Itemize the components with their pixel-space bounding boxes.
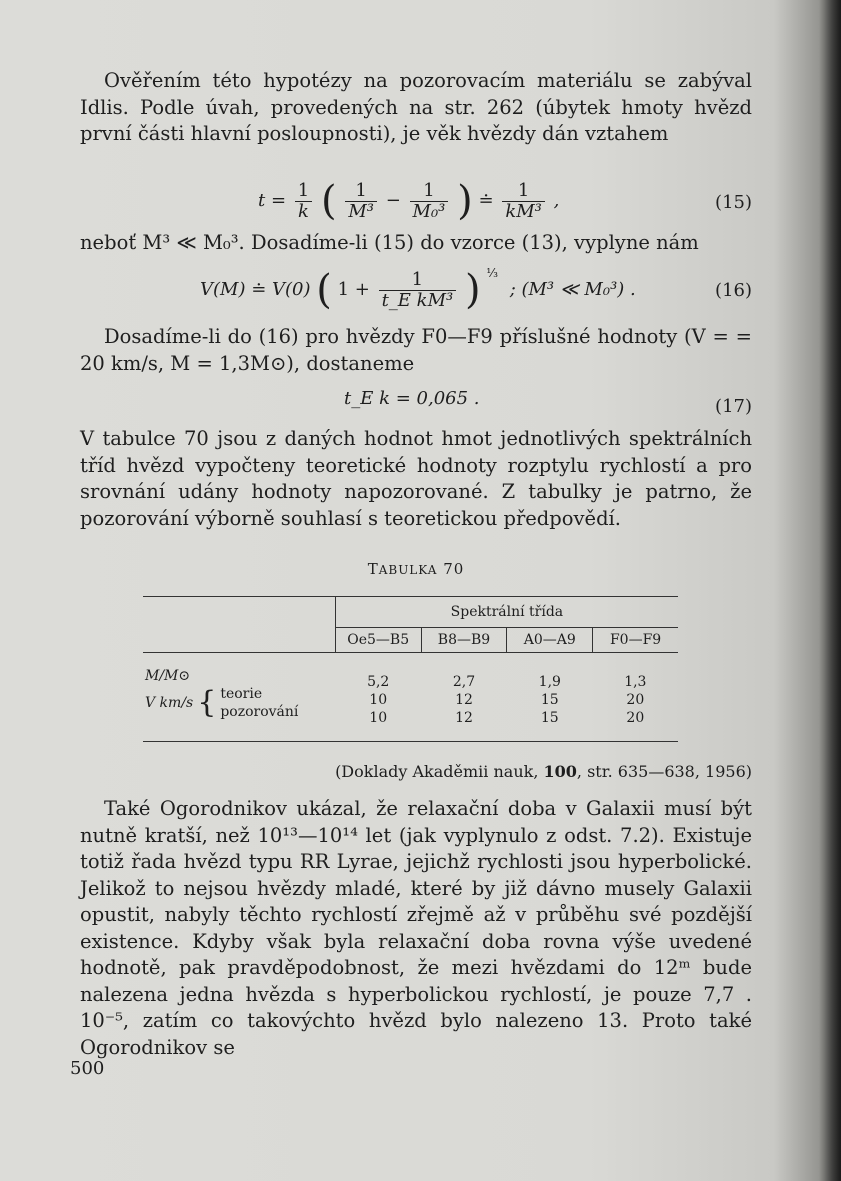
theory-value: 20 bbox=[626, 692, 645, 708]
row-label-mass: M/M⊙ bbox=[145, 668, 191, 684]
eq16-frac-num: 1 bbox=[379, 270, 457, 291]
equation-15-number: (15) bbox=[715, 192, 752, 213]
table-col-header: B8—B9 bbox=[421, 628, 507, 653]
row-label-velocity-group bbox=[145, 685, 335, 721]
observed-value: 10 bbox=[369, 710, 388, 726]
theory-value: 10 bbox=[369, 692, 388, 708]
paragraph-3 bbox=[80, 426, 752, 532]
equation-15-body bbox=[258, 178, 559, 224]
page-number: 500 bbox=[70, 1058, 105, 1079]
eq15-minus: − bbox=[385, 190, 401, 211]
source-post: , str. 635—638, 1956) bbox=[576, 762, 752, 781]
table-source bbox=[335, 762, 752, 781]
mass-value: 5,2 bbox=[367, 674, 390, 690]
eq15-frac-a-num: 1 bbox=[345, 181, 377, 202]
table-caption-number: 70 bbox=[443, 560, 465, 578]
eq15-frac-c-den: kM³ bbox=[505, 200, 542, 222]
table-caption-first: T bbox=[367, 560, 379, 578]
table-body-row bbox=[143, 653, 678, 742]
table-row-labels bbox=[143, 653, 335, 742]
eq15-frac-b bbox=[410, 181, 449, 222]
paragraph-1 bbox=[80, 68, 752, 148]
equation-16 bbox=[80, 266, 752, 316]
row-label-subs bbox=[220, 685, 298, 721]
eq15-approx: ≐ bbox=[478, 190, 494, 211]
table-col-header: Oe5—B5 bbox=[335, 628, 421, 653]
row-label-brace: { bbox=[197, 685, 217, 720]
table-col-values bbox=[421, 653, 507, 742]
paragraph-3-text: V tabulce 70 jsou z daných hodnot hmot jednotlivých spektrálních tříd hvězd vypočteny teoretické hodnoty rozptylu rychlostí a pro srovnání udány hodnoty napozorované. Z tabulky je patrno, že pozorování výborně souhlasí s teoretickou předpovědí. bbox=[80, 427, 752, 530]
eq15-paren-close: ) bbox=[457, 178, 473, 224]
page-edge-shadow bbox=[819, 0, 841, 1181]
source-pre: (Doklady Akaděmii nauk, bbox=[335, 762, 544, 781]
mass-value: 2,7 bbox=[452, 674, 476, 690]
paragraph-1-text: Ověřením této hypotézy na pozorovacím materiálu se zabýval Idlis. Podle úvah, provedených na str. 262 (úbytek hmoty hvězd první části hlavní posloupnosti), je věk hvězdy dán vztahem bbox=[80, 69, 752, 145]
paragraph-4 bbox=[80, 796, 752, 1061]
mass-value: 1,9 bbox=[538, 674, 561, 690]
eq17-body: t_E k = 0,065 . bbox=[344, 388, 480, 409]
table-70 bbox=[143, 596, 678, 742]
eq15-frac-outer bbox=[295, 181, 312, 222]
source-volume: 100 bbox=[543, 762, 577, 781]
eq15-frac-b-num: 1 bbox=[410, 181, 449, 202]
table-col-header: A0—A9 bbox=[507, 628, 593, 653]
eq15-frac-c bbox=[502, 181, 545, 222]
observed-value: 20 bbox=[626, 710, 645, 726]
table-col-values bbox=[507, 653, 593, 742]
eq15-lhs: t = bbox=[258, 190, 287, 211]
eq15-frac-outer-den: k bbox=[298, 200, 309, 222]
eq16-lhs: V(M) ≐ V(0) bbox=[200, 279, 311, 300]
eq16-paren-open: ( bbox=[316, 267, 332, 313]
equation-17 bbox=[80, 384, 752, 420]
eq15-frac-c-num: 1 bbox=[502, 181, 545, 202]
row-label-theory: teorie bbox=[220, 686, 263, 702]
eq15-frac-b-den: M₀³ bbox=[412, 200, 446, 222]
observed-value: 15 bbox=[540, 710, 559, 726]
observed-value: 12 bbox=[455, 710, 473, 726]
eq15-paren-open: ( bbox=[320, 178, 337, 224]
eq16-frac bbox=[379, 270, 457, 311]
eq15-frac-a bbox=[345, 181, 377, 222]
row-label-observed: pozorování bbox=[220, 704, 299, 720]
mass-value: 1,3 bbox=[624, 674, 647, 690]
eq16-condition: ; (M³ ≪ M₀³) . bbox=[509, 279, 636, 300]
eq16-paren-close: ) bbox=[464, 267, 481, 313]
eq15-frac-a-den: M³ bbox=[348, 200, 374, 222]
equation-17-number: (17) bbox=[715, 396, 752, 417]
paragraph-2 bbox=[80, 324, 752, 377]
theory-value: 15 bbox=[540, 692, 559, 708]
eq15-frac-outer-num: 1 bbox=[295, 181, 312, 202]
eq16-frac-den: t_E kM³ bbox=[381, 289, 454, 311]
equation-17-body bbox=[344, 388, 480, 409]
table-col-values bbox=[593, 653, 678, 742]
table-caption-rest: ABULKA bbox=[378, 563, 438, 577]
line-because bbox=[80, 230, 752, 257]
line-because-text: neboť M³ ≪ M₀³. Dosadíme-li (15) do vzorce (13), vyplyne nám bbox=[80, 231, 699, 254]
equation-15 bbox=[80, 178, 752, 228]
eq16-exponent: ⅓ bbox=[486, 266, 498, 280]
eq16-one-plus: 1 + bbox=[337, 279, 370, 300]
eq15-trail: , bbox=[553, 190, 560, 211]
table-group-header-row bbox=[143, 597, 678, 628]
table-group-header: Spektrální třída bbox=[335, 597, 678, 628]
theory-value: 12 bbox=[455, 692, 473, 708]
paragraph-2-text: Dosadíme-li do (16) pro hvězdy F0—F9 příslušné hodnoty (V = = 20 km/s, M = 1,3M⊙), dostaneme bbox=[80, 325, 752, 375]
equation-16-number: (16) bbox=[715, 280, 752, 301]
row-label-v: V km/s bbox=[145, 695, 194, 711]
table-corner bbox=[143, 597, 335, 653]
table-col-values bbox=[335, 653, 421, 742]
table-col-header: F0—F9 bbox=[593, 628, 678, 653]
paragraph-4-text: Také Ogorodnikov ukázal, že relaxační doba v Galaxii musí být nutně kratší, než 10¹³—10¹⁴ let (jak vyplynulo z odst. 7.2). Existuje totiž řada hvězd typu RR Lyrae, jejichž rychlosti jsou hyperbolické. Jelikož to nejsou hvězdy mladé, které by již dávno musely Galaxii opustit, nabyly těchto rychlostí zřejmě až v průběhu své pozdější existence. Kdyby však byla relaxační doba rovna výše uvedené hodnotě, pak pravděpodobnost, že mezi hvězdami do 12ᵐ bude nalezena jedna hvězda s hyperbolickou rychlostí, je pouze 7,7 . 10⁻⁵, zatím co takovýchto hvězd bylo nalezeno 13. Proto také Ogorodnikov se bbox=[80, 797, 752, 1059]
table-caption bbox=[80, 560, 752, 578]
equation-16-body bbox=[200, 266, 636, 313]
